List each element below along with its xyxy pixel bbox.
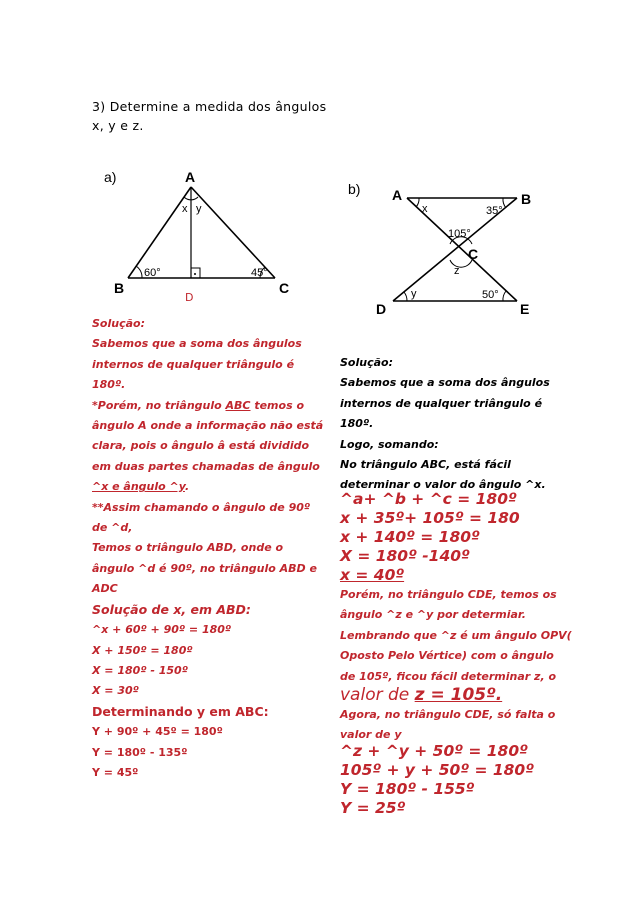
right-sol-heading: Solução:	[340, 356, 393, 369]
fig-a-angle-y: y	[196, 203, 202, 215]
right-solution-y-text	[340, 705, 555, 746]
right-sol-line: Lembrando que ^z é um ângulo OPV(	[340, 628, 572, 642]
right-sol-line: Oposto Pelo Vértice) com o ângulo	[340, 649, 554, 663]
right-sol-line: Porém, no triângulo CDE, temos os	[340, 588, 557, 601]
right-solution-calc-y	[340, 742, 534, 818]
left-sol-text: *Porém, no triângulo	[92, 398, 226, 412]
fig-a-right-angle-mark	[191, 268, 200, 278]
right-solution-z-value	[340, 685, 502, 706]
right-sol-line: de 105º, ficou fácil determinar z, o	[340, 669, 557, 683]
left-sol-xy-underlined: ^x e ângulo ^y	[92, 480, 185, 494]
fig-b-angle-e: 50°	[482, 289, 499, 301]
right-sol-line: Sabemos que a soma dos ângulos	[340, 376, 550, 390]
left-sol-line: Y = 45º	[92, 765, 139, 779]
fig-a-vertex-d: D	[185, 291, 194, 304]
right-sol-eq: ^a+ ^b + ^c = 180º	[340, 490, 517, 508]
right-solution-z-text	[340, 585, 572, 687]
fig-b-angle-x: x	[422, 203, 428, 215]
right-sol-z-prefix: valor de	[340, 685, 415, 705]
fig-a-angle-b: 60°	[144, 267, 161, 279]
figure-b-triangles	[340, 170, 540, 320]
right-sol-eq: x + 140º = 180º	[340, 528, 480, 546]
fig-b-vertex-a: A	[392, 187, 403, 203]
right-sol-result-x-text: x = 40º	[340, 566, 405, 584]
left-sol-line: Sabemos que a soma dos ângulos	[92, 337, 302, 351]
right-sol-line: Agora, no triângulo CDE, só falta o	[340, 708, 556, 721]
right-sol-line: valor de y	[340, 728, 402, 742]
left-sol-abc-underlined: ABC	[225, 398, 251, 412]
left-sol-line: Temos o triângulo ABD, onde o	[92, 541, 284, 555]
fig-a-vertex-a: A	[185, 169, 196, 185]
right-sol-eq: x + 35º+ 105º = 180	[340, 509, 520, 527]
left-sol-text: temos o	[250, 398, 305, 412]
question-line-2: x, y e z.	[92, 118, 144, 133]
right-sol-line: Logo, somando:	[340, 437, 439, 451]
right-sol-line: ângulo ^z e ^y por determiar.	[340, 608, 526, 622]
right-sol-eq: Y = 180º - 155º	[340, 780, 475, 798]
left-sol-text: .	[184, 480, 190, 494]
fig-a-angle-x: x	[182, 203, 188, 215]
right-solution-calc-x	[340, 490, 520, 585]
fig-b-angle-z: z	[454, 265, 460, 277]
fig-b-angle-c: 105°	[448, 228, 471, 240]
right-sol-z-result: z = 105º.	[414, 685, 503, 705]
left-sol-line: X + 150º = 180º	[92, 643, 193, 657]
question	[92, 97, 326, 135]
left-solution	[92, 314, 323, 783]
left-sol-line: Y = 180º - 135º	[92, 745, 188, 759]
fig-b-vertex-e: E	[520, 301, 530, 317]
right-sol-line: 180º.	[340, 417, 374, 431]
left-sol-y-heading: Determinando y em ABC:	[92, 703, 269, 719]
left-sol-line	[92, 396, 323, 416]
left-sol-line: ^x + 60º + 90º = 180º	[92, 623, 232, 637]
fig-b-arc-e	[503, 291, 506, 301]
right-sol-z-line	[340, 685, 502, 706]
fig-a-right-dot	[194, 273, 196, 275]
right-sol-eq: X = 180º -140º	[340, 547, 470, 565]
left-sol-line: ângulo ^d é 90º, no triângulo ABD e	[92, 561, 317, 575]
left-sol-line: ângulo A onde a informação não está	[92, 419, 324, 433]
fig-a-side-ac	[191, 187, 275, 278]
fig-a-vertex-c: C	[279, 280, 290, 296]
left-sol-line: X = 30º	[92, 684, 139, 698]
figure-a-triangle	[98, 160, 308, 310]
right-solution-intro	[340, 353, 550, 496]
left-sol-line: Y + 90º + 45º = 180º	[92, 725, 223, 739]
left-sol-heading: Solução:	[92, 317, 145, 330]
left-sol-line: de ^d,	[92, 521, 133, 535]
left-sol-x-heading: Solução de x, em ABD:	[92, 601, 251, 617]
fig-a-vertex-b: B	[114, 280, 125, 296]
right-sol-eq: ^z + ^y + 50º = 180º	[340, 742, 528, 760]
fig-b-arc-a	[416, 198, 419, 207]
right-sol-eq: Y = 25º	[340, 799, 406, 817]
left-sol-line: X = 180º - 150º	[92, 663, 188, 677]
fig-b-vertex-b: B	[521, 191, 532, 207]
fig-b-angle-y: y	[411, 288, 417, 300]
fig-b-vertex-d: D	[376, 301, 387, 317]
fig-b-arc-d	[404, 292, 407, 301]
question-line-1: 3) Determine a medida dos ângulos	[92, 99, 327, 114]
fig-b-vertex-c: C	[468, 246, 479, 262]
right-sol-line: determinar o valor do ângulo ^x.	[340, 478, 546, 492]
right-sol-eq: 105º + y + 50º = 180º	[340, 761, 534, 779]
fig-a-side-ab	[128, 187, 191, 278]
left-sol-line: clara, pois o ângulo â está dividido	[92, 439, 310, 453]
right-sol-result-x	[340, 566, 520, 585]
left-sol-line	[92, 477, 323, 497]
right-sol-line: internos de qualquer triângulo é	[340, 396, 543, 410]
left-sol-line: internos de qualquer triângulo é	[92, 357, 295, 371]
fig-b-label: b)	[348, 181, 361, 197]
left-sol-line: em duas partes chamadas de ângulo	[92, 459, 320, 473]
fig-a-label: a)	[104, 169, 117, 185]
left-sol-line: **Assim chamando o ângulo de 90º	[92, 500, 311, 514]
fig-a-angle-c: 45°	[251, 267, 268, 279]
left-sol-line: 180º.	[92, 378, 126, 392]
fig-b-angle-b: 35°	[486, 205, 503, 217]
fig-a-arc-b	[136, 266, 142, 278]
left-sol-line: ADC	[92, 582, 118, 596]
right-sol-line: No triângulo ABC, está fácil	[340, 458, 511, 472]
